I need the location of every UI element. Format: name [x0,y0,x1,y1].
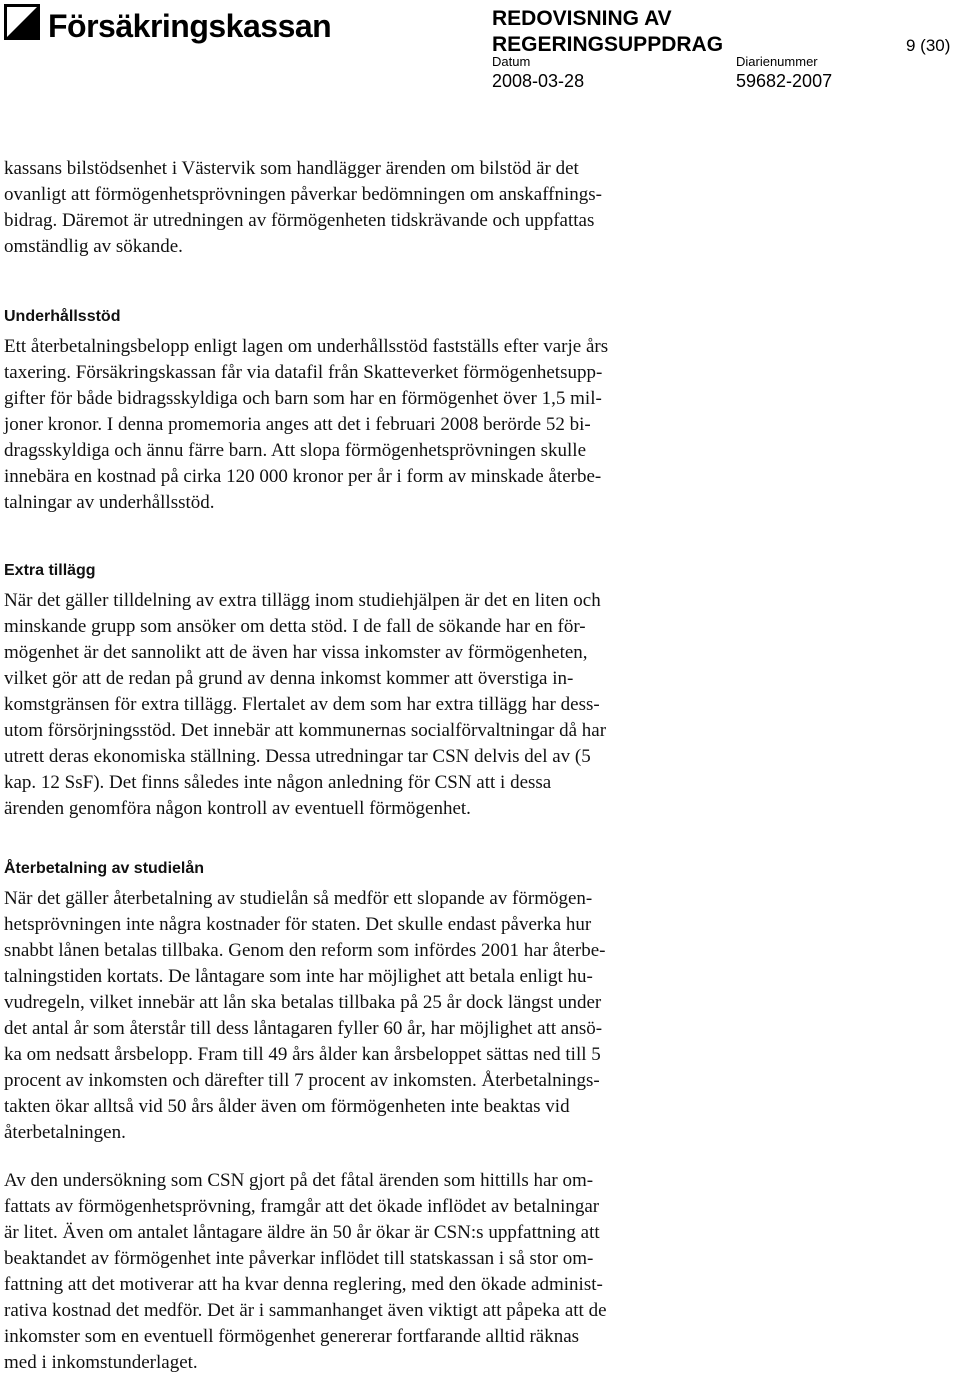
page-number: 9 (30) [906,36,951,55]
document-type-line1: REDOVISNING AV [492,7,672,30]
document-body [4,156,724,1376]
diarienummer-value: 59682-2007 [736,71,833,91]
section-heading-extra-tillagg: Extra tillägg [4,562,96,579]
document-type [492,6,723,58]
date-label: Datum [492,54,531,69]
section-heading-underhallsstod: Underhållsstöd [4,308,121,325]
extra-tillagg-paragraph: När det gäller tilldelning av extra tillägg inom studiehjälpen är det en liten och minskande grupp som ansöker om detta stöd. I de fall de sökande har en för- mögenhet är det sannolikt att de även har vissa inkomster av förmögenheten, vilket gör att de redan på grund av denna inkomst kommer att överstiga in- komstgränsen för extra tillägg. Flertalet av dem som har extra tillägg har dess- utom försörjningsstöd. Det innebär att kommunernas socialförvaltningar då har utrett deras ekonomiska ställning. Dessa utredningar tar CSN delvis del av (5 kap. 12 SsF). Det finns således inte någon anledning för CSN att i dessa ärenden genomföra någon kontroll av eventuell förmögenhet. [4,590,607,819]
intro-paragraph: kassans bilstödsenhet i Västervik som handlägger ärenden om bilstöd är det ovanligt att förmögenhetsprövningen påverkar bedömningen om anskaffnings- bidrag. Däremot är utredningen av förmögenheten tidskrävande och uppfattas omständlig av sökande. [4,158,602,257]
diarienummer-label: Diarienummer [736,54,818,69]
undersokning-paragraph: Av den undersökning som CSN gjort på det fåtal ärenden som hittills har om- fattats av förmögenhetsprövning, framgår att det ökade inflödet av betalningar är litet. Även om antalet låntagare äldre än 50 år ökar är CSN:s uppfattning att beaktandet av förmögenhet inte påverkar inflödet till statskassan i så stor om- fattning att det motiverar att ha kvar denna reglering, med den ökade administ- rativa kostnad det medför. Det är i sammanhanget även viktigt att påpeka att de inkomster som en eventuell förmögenhet genererar fortfarande alltid räknas med i inkomstunderlaget. [4,1170,607,1373]
aterbetalning-paragraph: När det gäller återbetalning av studielån så medför ett slopande av förmögen- hetsprövningen inte några kostnader för staten. Det skulle endast påverka hur snabbt lånen betalas tillbaka. Genom den reform som infördes 2001 har återbe- talningstiden kortats. De låntagare som inte har möjlighet att betala enligt hu- vudregeln, vilket innebär att lån ska betalas tillbaka på 25 år dock längst under det antal år som återstår till dess låntagaren fyller 60 år, har möjlighet att ansö- ka om nedsatt årsbelopp. Fram till 49 års ålder kan årsbeloppet sättas ned till 5 procent av inkomsten och därefter till 7 procent av inkomsten. Återbetalnings- takten ökar alltså vid 50 års ålder även om förmögenheten inte beaktas vid återbetalningen. [4,888,606,1143]
section-heading-aterbetalning: Återbetalning av studielån [4,860,205,877]
date-value: 2008-03-28 [492,71,585,91]
org-name: Försäkringskassan [48,8,332,44]
document-type-line2: REGERINGSUPPDRAG [492,33,724,56]
page-header [0,0,960,100]
underhallsstod-paragraph: Ett återbetalningsbelopp enligt lagen om underhållsstöd fastställs efter varje års taxering. Försäkringskassan får via datafil från Skatteverket förmögenhetsupp- gifter för både bidragsskyldiga och barn som har en förmögenhet över 1,5 mil- joner kronor. I denna promemoria anges att det i februari 2008 berörde 52 bi- dragsskyldiga och ännu färre barn. Att slopa förmögenhetsprövningen skulle innebära en kostnad på cirka 120 000 kronor per år i form av minskade återbe- talningar av underhållsstöd. [4,336,609,513]
forsakringskassan-logo-icon [4,4,40,40]
